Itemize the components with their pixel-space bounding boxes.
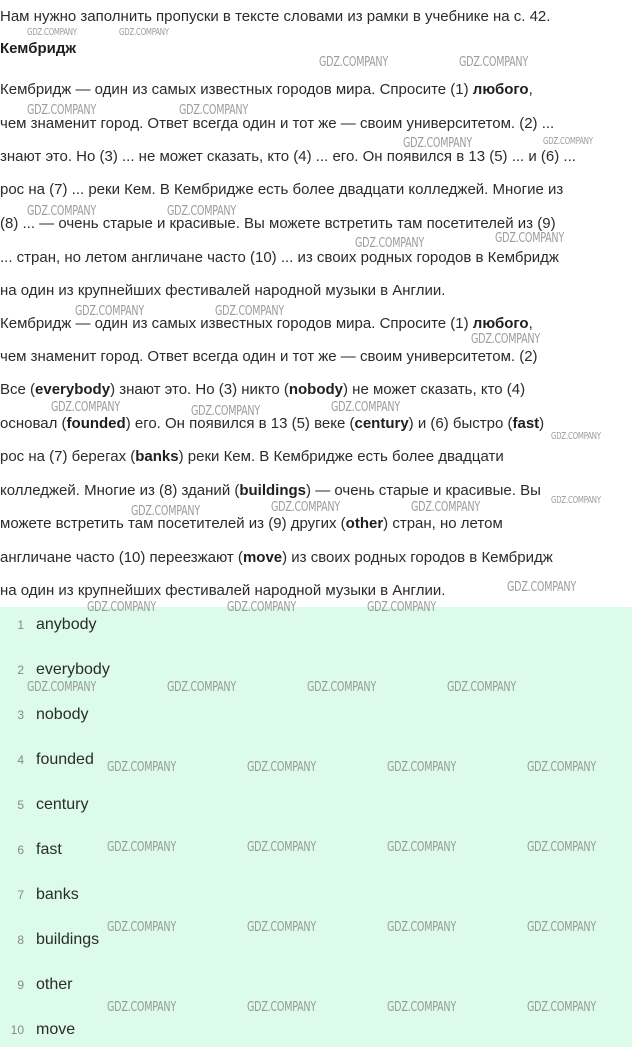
text-segment: ) не может сказать, кто (4)	[343, 381, 526, 398]
filled-text-line	[0, 347, 538, 367]
answer-word: century	[36, 796, 89, 813]
intro-text: Нам нужно заполнить пропуски в тексте словами из рамки в учебнике на с. 42.	[0, 8, 551, 25]
answer-word: founded	[36, 751, 94, 768]
answer-word: everybody	[35, 381, 111, 398]
watermark-text: GDZ.COMPANY	[507, 580, 576, 595]
filled-text-line	[0, 514, 503, 534]
answer-word: other	[345, 515, 384, 532]
answer-word: banks	[135, 448, 179, 465]
watermark-text: GDZ.COMPANY	[387, 840, 456, 855]
item-number: 3	[17, 708, 24, 722]
text-segment: ) реки Кем. В Кембридже есть более двадцати	[178, 448, 504, 465]
text-segment: ,	[528, 315, 533, 332]
filled-text-line	[0, 380, 525, 400]
watermark-text: GDZ.COMPANY	[107, 840, 176, 855]
text-segment: знают это. Но (3) ... не может сказать, кто (4) ... его. Он появился в 13 (5) ... и (6) ...	[0, 148, 576, 165]
text-segment: чем знаменит город. Ответ всегда один и тот же — своим университетом. (2)	[0, 348, 538, 365]
item-number: 8	[17, 933, 24, 947]
answers-list	[0, 607, 632, 1047]
text-segment: чем знаменит город. Ответ всегда один и тот же — своим университетом. (2) ...	[0, 115, 555, 132]
answer-word: move	[36, 1021, 76, 1038]
watermark-text: GDZ.COMPANY	[387, 920, 456, 935]
watermark-text: GDZ.COMPANY	[167, 204, 236, 219]
text-segment: )	[539, 415, 545, 432]
text-segment: на один из крупнейших фестивалей народной музыки в Англии.	[0, 282, 446, 299]
text-segment: основал (	[0, 415, 67, 432]
answer-word: other	[36, 976, 73, 993]
list-item	[0, 704, 632, 726]
item-number: 2	[17, 663, 24, 677]
text-segment: англичане часто (10) переезжают (	[0, 549, 243, 566]
watermark-text: GDZ.COMPANY	[27, 680, 96, 695]
answer-word: любого	[472, 315, 529, 332]
item-number: 7	[17, 888, 24, 902]
item-number: 9	[17, 978, 24, 992]
text-segment: ... стран, но летом англичане часто (10) ... из своих родных городов в Кембридж	[0, 249, 559, 266]
watermark-text: GDZ.COMPANY	[179, 103, 248, 118]
watermark-text: GDZ.COMPANY	[27, 27, 77, 38]
filled-text-line	[0, 481, 541, 501]
watermark-text: GDZ.COMPANY	[167, 680, 236, 695]
filled-text-line	[0, 548, 553, 568]
text-segment: ) из своих родных городов в Кембридж	[282, 549, 553, 566]
item-number: 5	[17, 798, 24, 812]
watermark-text: GDZ.COMPANY	[107, 920, 176, 935]
answer-word: fast	[512, 415, 540, 432]
answer-word: everybody	[36, 661, 110, 678]
text-segment: ) — очень старые и красивые. Вы	[306, 482, 541, 499]
watermark-text: GDZ.COMPANY	[87, 600, 156, 615]
text-segment: рос на (7) берегах (	[0, 448, 136, 465]
answer-word: century	[354, 415, 409, 432]
list-item	[0, 884, 632, 906]
watermark-text: GDZ.COMPANY	[471, 332, 540, 347]
filled-text-line	[0, 581, 445, 601]
answer-word: nobody	[288, 381, 343, 398]
gap-text-line	[0, 180, 563, 200]
watermark-text: GDZ.COMPANY	[247, 840, 316, 855]
text-segment: Все (	[0, 381, 36, 398]
watermark-text: GDZ.COMPANY	[447, 680, 516, 695]
text-segment: колледжей. Многие из (8) зданий (	[0, 482, 240, 499]
watermark-text: GDZ.COMPANY	[459, 55, 528, 70]
watermark-text: GDZ.COMPANY	[119, 27, 169, 38]
item-number: 10	[10, 1023, 24, 1037]
filled-text-line	[0, 447, 504, 467]
text-segment: ) стран, но летом	[383, 515, 503, 532]
list-item	[0, 659, 632, 681]
answer-word: nobody	[36, 706, 89, 723]
watermark-text: GDZ.COMPANY	[331, 400, 400, 415]
text-segment: рос на (7) ... реки Кем. В Кембридже есть более двадцати колледжей. Многие из	[0, 181, 564, 198]
answer-word: fast	[36, 841, 62, 858]
answer-word: любого	[472, 81, 529, 98]
answer-word: move	[242, 549, 283, 566]
watermark-text: GDZ.COMPANY	[551, 495, 601, 506]
watermark-text: GDZ.COMPANY	[27, 204, 96, 219]
watermark-text: GDZ.COMPANY	[247, 760, 316, 775]
watermark-text: GDZ.COMPANY	[403, 136, 472, 151]
watermark-text: GDZ.COMPANY	[191, 404, 260, 419]
watermark-text: GDZ.COMPANY	[107, 1000, 176, 1015]
text-segment: ) и (6) быстро (	[408, 415, 513, 432]
text-segment: (8) ... — очень старые и красивые. Вы можете встретить там посетителей из (9)	[0, 215, 556, 232]
list-item	[0, 794, 632, 816]
gap-text-line	[0, 248, 559, 268]
list-item	[0, 974, 632, 996]
answer-word: founded	[66, 415, 126, 432]
watermark-text: GDZ.COMPANY	[307, 680, 376, 695]
list-item	[0, 1019, 632, 1041]
watermark-text: GDZ.COMPANY	[355, 236, 424, 251]
list-item	[0, 614, 632, 636]
watermark-text: GDZ.COMPANY	[367, 600, 436, 615]
watermark-text: GDZ.COMPANY	[271, 500, 340, 515]
text-segment: ) знают это. Но (3) никто (	[110, 381, 289, 398]
watermark-text: GDZ.COMPANY	[495, 231, 564, 246]
watermark-text: GDZ.COMPANY	[27, 103, 96, 118]
watermark-text: GDZ.COMPANY	[319, 55, 388, 70]
watermark-text: GDZ.COMPANY	[411, 500, 480, 515]
watermark-text: GDZ.COMPANY	[247, 1000, 316, 1015]
watermark-text: GDZ.COMPANY	[527, 920, 596, 935]
item-number: 1	[17, 618, 24, 632]
watermark-text: GDZ.COMPANY	[527, 1000, 596, 1015]
answer-word: anybody	[36, 616, 97, 633]
watermark-text: GDZ.COMPANY	[75, 304, 144, 319]
item-number: 4	[17, 753, 24, 767]
watermark-text: GDZ.COMPANY	[551, 431, 601, 442]
text-segment: на один из крупнейших фестивалей народной музыки в Англии.	[0, 582, 446, 599]
watermark-text: GDZ.COMPANY	[247, 920, 316, 935]
watermark-text: GDZ.COMPANY	[107, 760, 176, 775]
answer-word: banks	[36, 886, 79, 903]
gap-text-line	[0, 147, 576, 167]
gap-text-line	[0, 80, 533, 100]
watermark-text: GDZ.COMPANY	[543, 136, 593, 147]
answer-word: buildings	[239, 482, 307, 499]
watermark-text: GDZ.COMPANY	[51, 400, 120, 415]
watermark-text: GDZ.COMPANY	[527, 760, 596, 775]
filled-text-line	[0, 414, 544, 434]
watermark-text: GDZ.COMPANY	[387, 1000, 456, 1015]
watermark-text: GDZ.COMPANY	[387, 760, 456, 775]
text-segment: Кембридж — один из самых известных городов мира. Спросите (1)	[0, 315, 473, 332]
watermark-text: GDZ.COMPANY	[131, 504, 200, 519]
item-number: 6	[17, 843, 24, 857]
watermark-text: GDZ.COMPANY	[227, 600, 296, 615]
answer-word: buildings	[36, 931, 100, 948]
text-segment: можете встретить там посетителей из (9) других (	[0, 515, 346, 532]
text-segment: Кембридж — один из самых известных городов мира. Спросите (1)	[0, 81, 473, 98]
watermark-text: GDZ.COMPANY	[527, 840, 596, 855]
watermark-text: GDZ.COMPANY	[215, 304, 284, 319]
gap-text-line	[0, 281, 445, 301]
text-segment: ) его. Он появился в 13 (5) веке (	[125, 415, 355, 432]
text-title: Кембридж	[0, 40, 77, 57]
text-segment: ,	[528, 81, 533, 98]
